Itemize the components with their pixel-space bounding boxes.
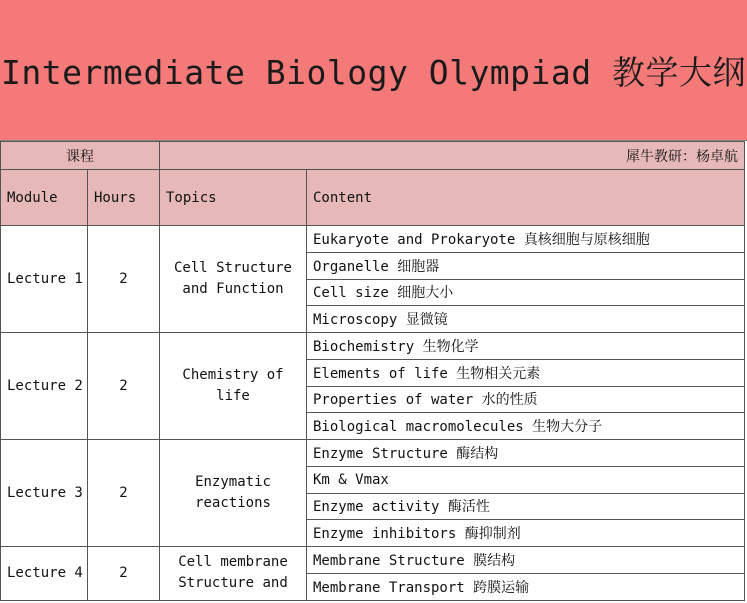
content-cell[interactable]: Enzyme activity 酶活性 [307,493,745,520]
content-cell[interactable]: Membrane Structure 膜结构 [307,547,745,574]
topic-cell[interactable]: Enzymatic reactions [160,440,307,547]
content-cell[interactable]: Membrane Transport 跨膜运输 [307,573,745,600]
column-header-module[interactable]: Module [1,170,88,226]
title-band [0,0,747,141]
column-header-topics[interactable]: Topics [160,170,307,226]
module-cell[interactable]: Lecture 3 [1,440,88,547]
module-cell[interactable]: Lecture 1 [1,226,88,333]
header-row-2 [1,170,745,226]
module-cell[interactable]: Lecture 2 [1,333,88,440]
content-cell[interactable]: Microscopy 显微镜 [307,306,745,333]
content-cell[interactable]: Eukaryote and Prokaryote 真核细胞与原核细胞 [307,226,745,253]
course-header-cell[interactable]: 课程 [1,142,160,170]
page-title: Intermediate Biology Olympiad 教学大纲 [0,52,747,92]
content-cell[interactable]: Enzyme Structure 酶结构 [307,440,745,467]
syllabus-table [0,141,745,601]
content-cell[interactable]: Biochemistry 生物化学 [307,333,745,360]
hours-cell[interactable]: 2 [88,547,160,601]
table-row [1,226,745,253]
header-row-1 [1,142,745,170]
content-cell[interactable]: Organelle 细胞器 [307,252,745,279]
topic-cell[interactable]: Cell membrane Structure and [160,547,307,601]
column-header-content[interactable]: Content [307,170,745,226]
hours-cell[interactable]: 2 [88,440,160,547]
hours-cell[interactable]: 2 [88,226,160,333]
table-row [1,547,745,574]
content-cell[interactable]: Properties of water 水的性质 [307,386,745,413]
content-cell[interactable]: Enzyme inhibitors 酶抑制剂 [307,520,745,547]
content-cell[interactable]: Biological macromolecules 生物大分子 [307,413,745,440]
content-cell[interactable]: Km & Vmax [307,466,745,493]
topic-cell[interactable]: Cell Structure and Function [160,226,307,333]
table-row [1,333,745,360]
topic-cell[interactable]: Chemistry of life [160,333,307,440]
table-row [1,440,745,467]
content-cell[interactable]: Cell size 细胞大小 [307,279,745,306]
hours-cell[interactable]: 2 [88,333,160,440]
module-cell[interactable]: Lecture 4 [1,547,88,601]
author-header-cell[interactable]: 犀牛教研：杨卓航 [160,142,745,170]
column-header-hours[interactable]: Hours [88,170,160,226]
content-cell[interactable]: Elements of life 生物相关元素 [307,359,745,386]
